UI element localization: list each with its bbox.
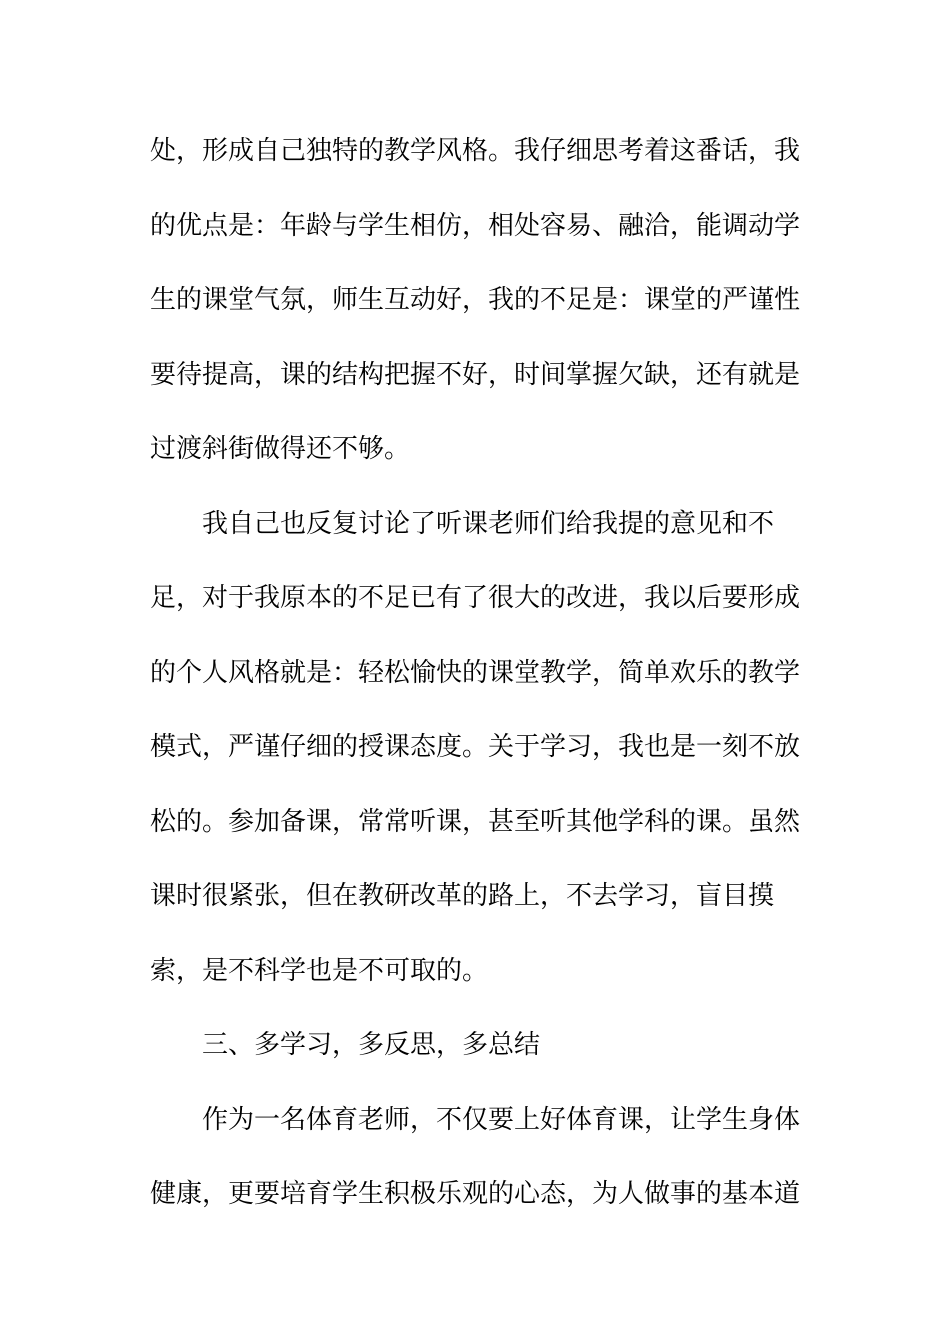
text-line: 要待提高，课的结构把握不好，时间掌握欠缺，还有就是: [150, 359, 800, 390]
text-line: 索，是不科学也是不可取的。: [150, 955, 489, 986]
text-line: 课时很紧张，但在教研改革的路上，不去学习，盲目摸: [150, 881, 775, 911]
text-line: 足，对于我原本的不足已有了很大的改进，我以后要形成: [150, 583, 800, 613]
text-line: 的个人风格就是：轻松愉快的课堂教学，简单欢乐的教学: [150, 657, 800, 688]
text-line: 过渡斜街做得还不够。: [150, 434, 411, 464]
text-line: 的优点是：年龄与学生相仿，相处容易、融洽，能调动学: [150, 210, 800, 241]
text-line: 处，形成自己独特的教学风格。我仔细思考着这番话，我: [150, 136, 800, 166]
text-line: 健康，更要培育学生积极乐观的心态，为人做事的基本道: [150, 1179, 800, 1209]
text-line: 模式，严谨仔细的授课态度。关于学习，我也是一刻不放: [150, 732, 800, 762]
paragraph-start-line: 作为一名体育老师，不仅要上好体育课，让学生身体: [202, 1104, 800, 1135]
body-text: [150, 114, 800, 1232]
paragraph-start-line: 我自己也反复讨论了听课老师们给我提的意见和不: [202, 508, 775, 539]
section-heading: 三、多学习，多反思，多总结: [202, 1030, 541, 1060]
text-line: 生的课堂气氛，师生互动好，我的不足是：课堂的严谨性: [150, 285, 800, 315]
text-line: 松的。参加备课，常常听课，甚至听其他学科的课。虽然: [150, 806, 800, 837]
